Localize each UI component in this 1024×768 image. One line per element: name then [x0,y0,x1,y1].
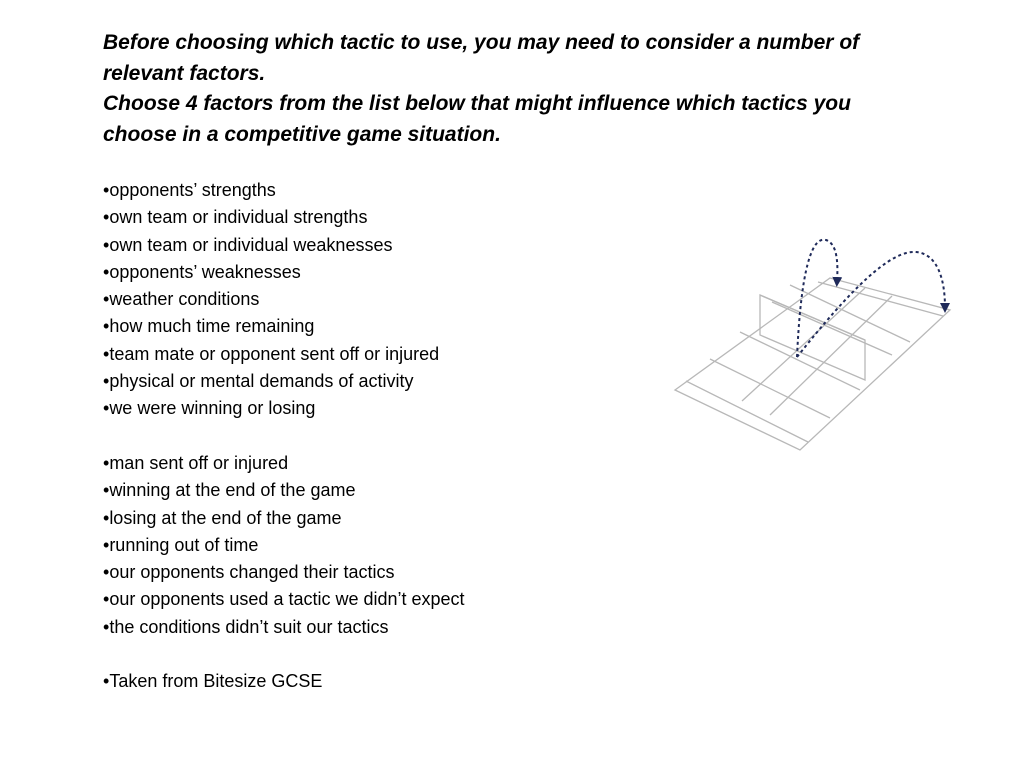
court-line [710,359,830,418]
bullet: • [103,616,110,637]
list-item-text: opponents’ weaknesses [109,261,301,282]
list-item [103,341,663,368]
bullet: • [103,671,110,692]
list-item [103,204,663,231]
list-item-text: losing at the end of the game [109,507,342,528]
source-credit [103,668,663,695]
court-line [686,381,808,442]
list-item [103,232,663,259]
list-item-text: we were winning or losing [109,398,316,419]
bullet: • [103,207,110,228]
list-item [103,286,663,313]
list-item [103,395,663,422]
court-lines [675,278,950,450]
factors-list [103,177,663,696]
list-item-text: winning at the end of the game [109,480,356,501]
list-item-text: own team or individual weaknesses [109,234,393,255]
list-item [103,259,663,286]
list-item-text: our opponents used a tactic we didn’t expect [109,589,465,610]
list-item-text: our opponents changed their tactics [109,562,395,583]
bullet: • [103,234,110,255]
list-item-text: running out of time [109,534,259,555]
source-text: Taken from Bitesize GCSE [109,671,323,692]
clear-shot-trajectory [797,252,945,357]
list-item [103,450,663,477]
bullet: • [103,398,110,419]
court-illustration [660,230,960,460]
court-line [740,332,860,390]
bullet: • [103,289,110,310]
list-spacer [103,641,663,668]
list-item [103,559,663,586]
list-spacer [103,423,663,450]
heading-line-2: Choose 4 factors from the list below that might influence which tactics you choose in a competitive game situation. [103,92,851,146]
list-item-text: how much time remaining [109,316,315,337]
court-outline [675,278,950,450]
court-line [772,302,892,355]
list-item-text: team mate or opponent sent off or injured [109,343,440,364]
list-item-text: man sent off or injured [109,452,289,473]
list-item [103,477,663,504]
bullet: • [103,589,110,610]
list-item-text: the conditions didn’t suit our tactics [109,616,389,637]
list-item [103,586,663,613]
bullet: • [103,316,110,337]
bullet: • [103,343,110,364]
bullet: • [103,261,110,282]
list-item-text: opponents’ strengths [109,180,276,200]
bullet: • [103,507,110,528]
heading-line-1: Before choosing which tactic to use, you may need to consider a number of relevant factors. [103,31,860,85]
bullet: • [103,452,110,473]
bullet: • [103,371,110,392]
bullet: • [103,534,110,555]
list-item [103,614,663,641]
bullet: • [103,562,110,583]
court-line [818,282,943,316]
list-item [103,505,663,532]
list-item [103,313,663,340]
list-item-text: physical or mental demands of activity [109,371,414,392]
list-item [103,532,663,559]
instructions-heading [103,28,923,150]
list-item [103,368,663,395]
list-item [103,177,663,204]
list-item-text: own team or individual strengths [109,207,368,228]
bullet: • [103,180,110,200]
list-item-text: weather conditions [109,289,260,310]
bullet: • [103,480,110,501]
